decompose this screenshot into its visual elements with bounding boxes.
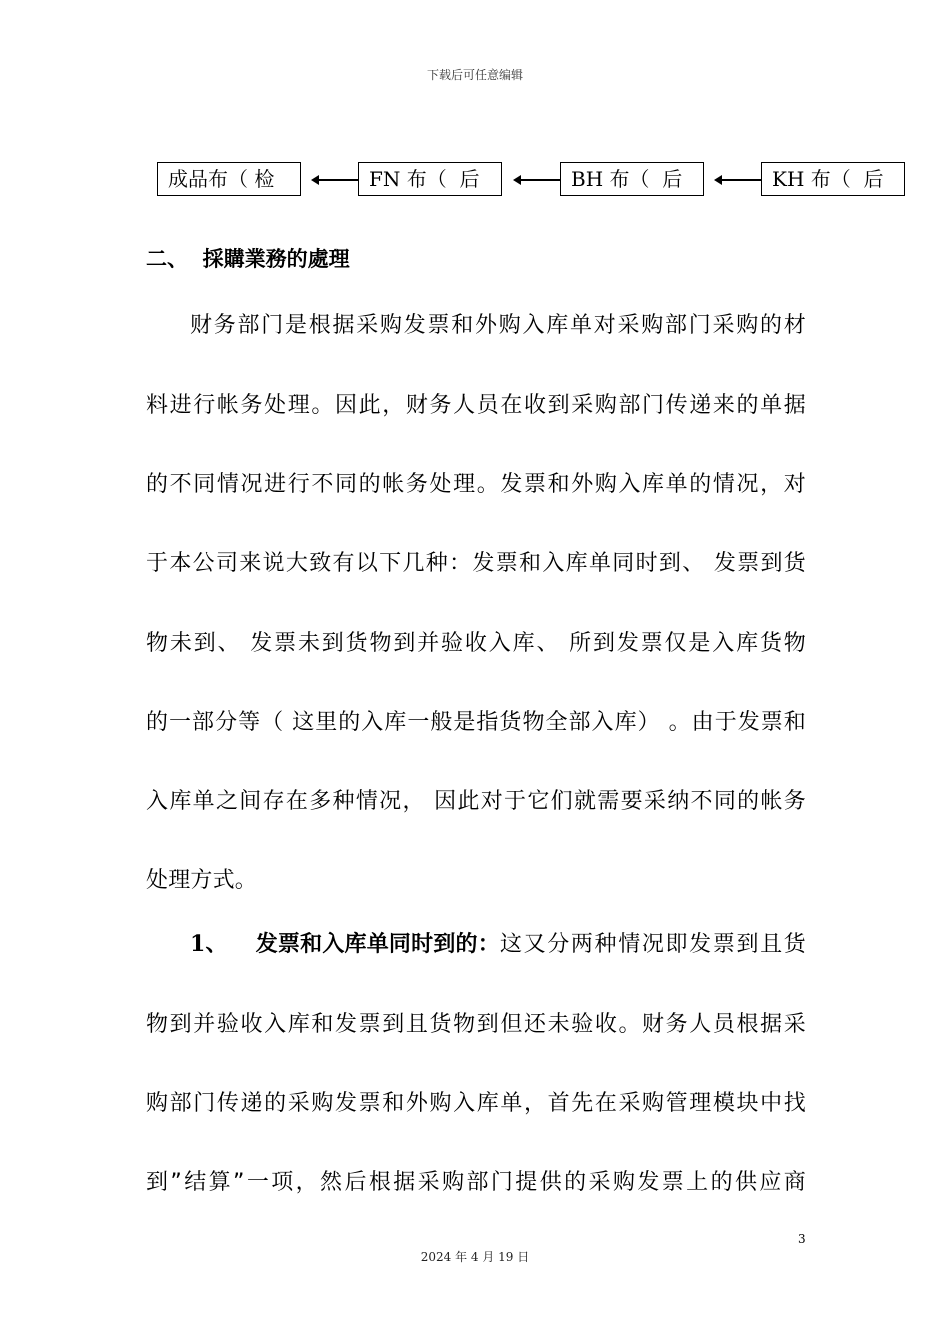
- flow-arrow-2: [520, 179, 560, 181]
- flow-arrow-1: [318, 179, 358, 181]
- process-flow-diagram: [0, 162, 950, 198]
- paragraph-line: 的不同情况进行不同的帐务处理。发票和外购入库单的情况，对: [146, 472, 806, 497]
- page-header: 下载后可任意编辑: [426, 68, 523, 82]
- paragraph-line: 财务部门是根据采购发票和外购入库单对采购部门采购的材: [190, 313, 806, 338]
- flow-box-finished-cloth: 成品布（ 检: [157, 162, 301, 196]
- flow-box-bh-cloth: BH 布（ 后: [560, 162, 704, 196]
- paragraph-line: 这又分两种情况即发票到且货: [499, 932, 806, 957]
- flow-box-kh-cloth: KH 布（ 后: [761, 162, 905, 196]
- page-footer-date: 2024 年 4 月 19 日: [420, 1250, 530, 1264]
- paragraph-line: 物未到、 发票未到货物到并验收入库、 所到发票仅是入库货物: [146, 631, 806, 656]
- paragraph-line: 购部门传递的采购发票和外购入库单，首先在采购管理模块中找: [146, 1091, 806, 1116]
- item-1-number: 1、: [190, 931, 228, 957]
- item-1-title: 发票和入库单同时到的：: [255, 932, 500, 957]
- page-number: 3: [798, 1232, 806, 1246]
- flow-arrow-3: [721, 179, 761, 181]
- paragraph-line: 到”结算”一项，然后根据采购部门提供的采购发票上的供应商: [146, 1170, 806, 1195]
- item-1-first-line: [190, 927, 806, 958]
- paragraph-line: 入库单之间存在多种情况， 因此对于它们就需要采纳不同的帐务: [146, 789, 806, 814]
- flow-box-fn-cloth: FN 布（ 后: [358, 162, 502, 196]
- paragraph-line: 处理方式。: [146, 868, 258, 893]
- paragraph-line: 料进行帐务处理。因此，财务人员在收到采购部门传递来的单据: [146, 393, 806, 418]
- section-heading: 二、 採購業務的處理: [146, 247, 350, 271]
- paragraph-line: 的一部分等（ 这里的入库一般是指货物全部入库） 。由于发票和: [146, 710, 806, 735]
- paragraph-line: 物到并验收入库和发票到且货物到但还未验收。财务人员根据采: [146, 1012, 806, 1037]
- paragraph-line: 于本公司来说大致有以下几种：发票和入库单同时到、 发票到货: [146, 551, 806, 576]
